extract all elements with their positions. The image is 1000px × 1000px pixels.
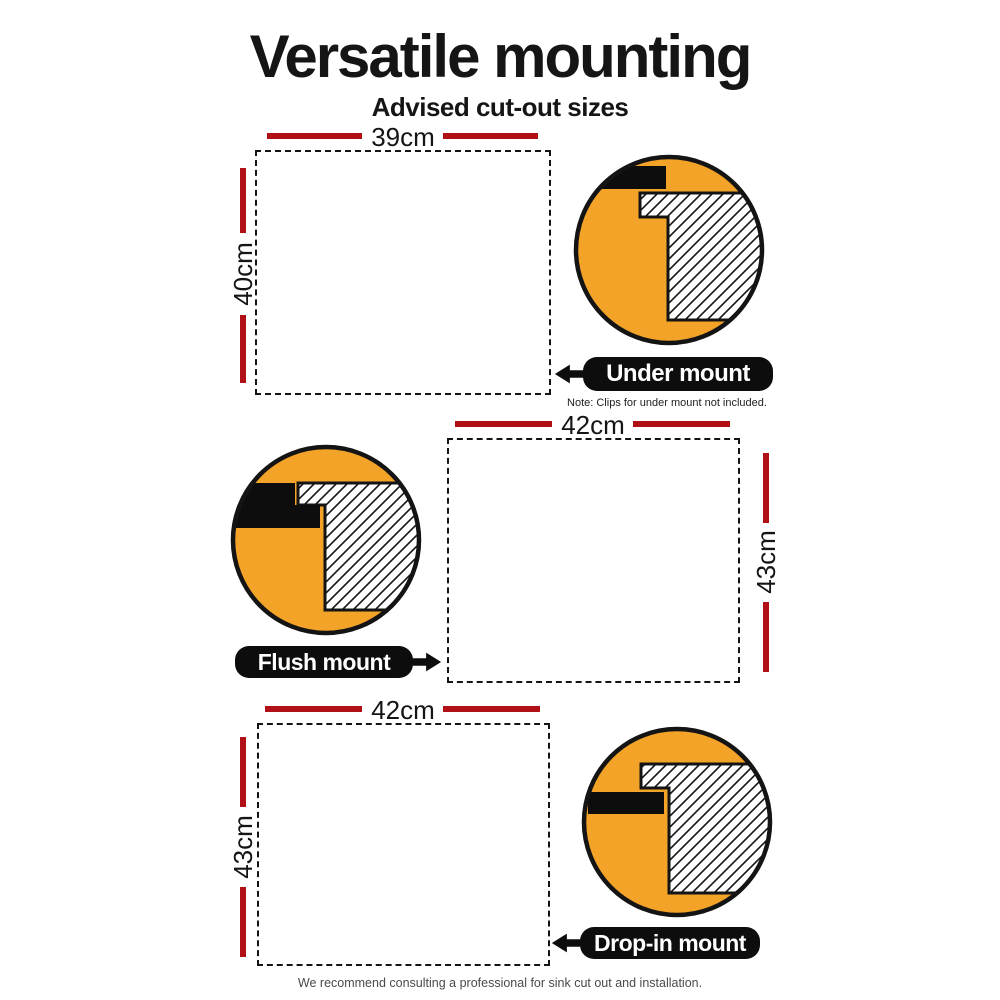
under-height-dimension-line-bottom	[240, 315, 246, 383]
flush-width-dimension-line-left	[455, 421, 552, 427]
cutout-rect-flush-mount	[447, 438, 740, 683]
under-mount-cross-section-icon	[569, 150, 769, 350]
under-width-dimension-label: 39cm	[371, 122, 435, 152]
flush-width-dimension-line-right	[633, 421, 730, 427]
arrow-right-icon	[413, 650, 443, 674]
flush-mount-cross-section-icon	[226, 440, 426, 640]
footer-note: We recommend consulting a professional for sink cut out and installation.	[297, 976, 703, 990]
under-mount-note: Note: Clips for under mount not included.	[567, 397, 767, 409]
flush-mount-label-group	[235, 646, 443, 678]
under-mount-label: Under mount	[583, 357, 773, 391]
arrow-left-icon	[553, 362, 583, 386]
dropin-width-dimension-line-right	[443, 706, 540, 712]
under-height-dimension-label: 40cm	[228, 242, 258, 306]
flush-height-dimension-label: 43cm	[751, 530, 781, 594]
flush-width-dimension-label: 42cm	[561, 410, 625, 440]
under-width-dimension-line-right	[443, 133, 538, 139]
drop-in-mount-label: Drop-in mount	[580, 927, 760, 959]
under-mount-label-group	[553, 357, 773, 391]
arrow-left-icon	[550, 931, 580, 955]
flush-mount-label: Flush mount	[235, 646, 413, 678]
drop-in-mount-cross-section-icon	[577, 722, 777, 922]
cutout-rect-under-mount	[255, 150, 551, 395]
flush-height-dimension-line-bottom	[763, 602, 769, 672]
dropin-width-dimension-label: 42cm	[371, 695, 435, 725]
under-width-dimension-line-left	[267, 133, 362, 139]
dropin-width-dimension-line-left	[265, 706, 362, 712]
dropin-height-dimension-label: 43cm	[228, 815, 258, 879]
drop-in-mount-label-group	[550, 927, 760, 959]
dropin-height-dimension-line-bottom	[240, 887, 246, 957]
page-title: Versatile mounting	[249, 23, 751, 90]
page-subtitle: Advised cut-out sizes	[371, 92, 629, 122]
cutout-rect-drop-in-mount	[257, 723, 550, 966]
